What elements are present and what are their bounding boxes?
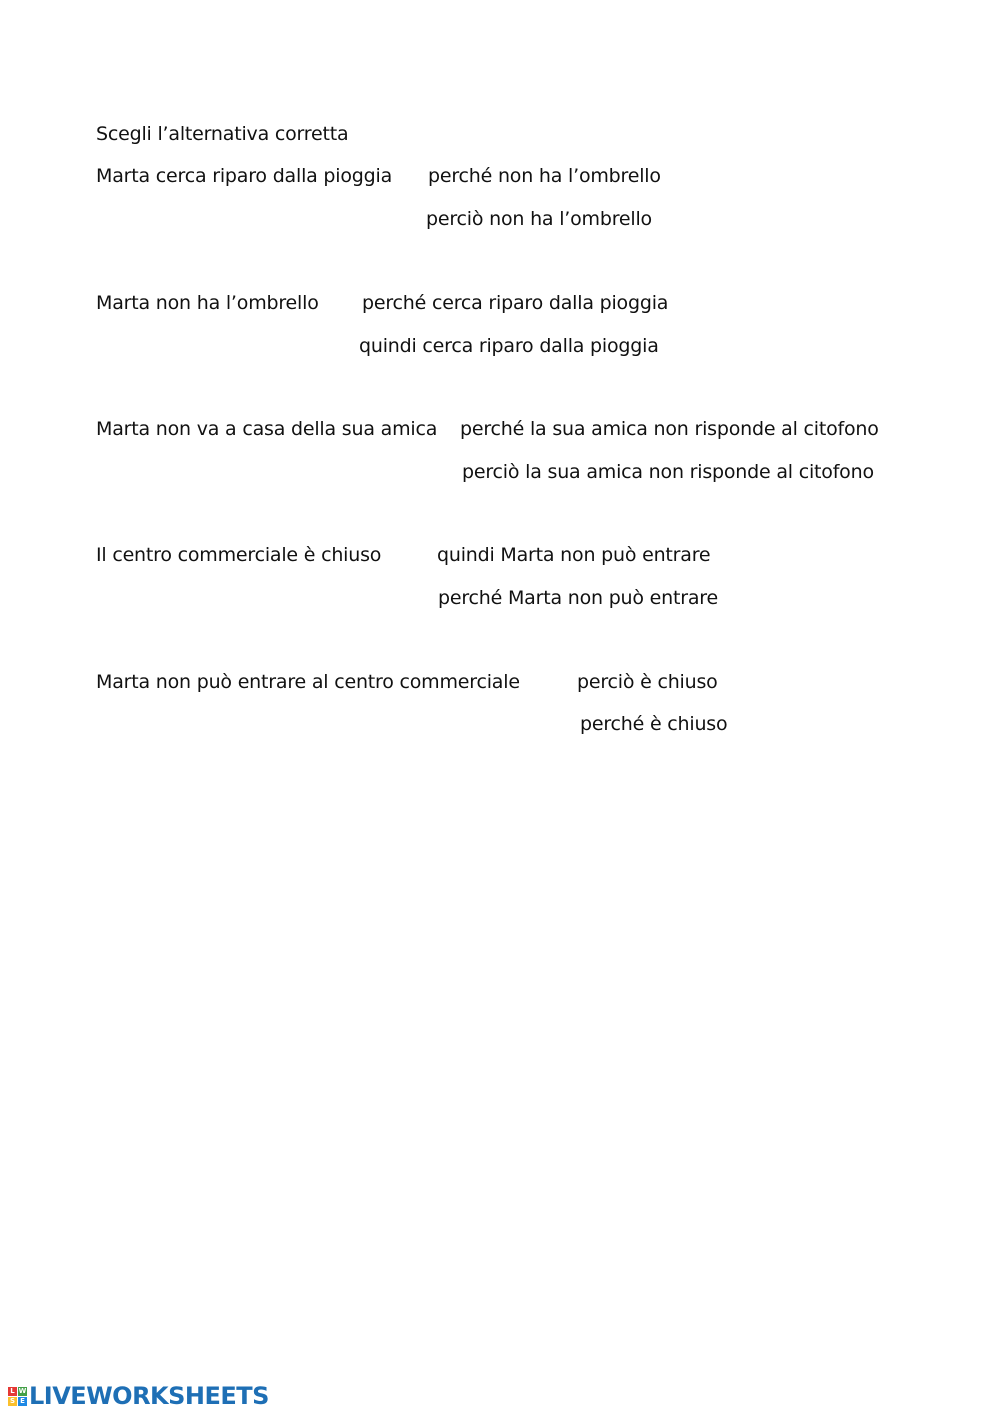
liveworksheets-footer [8, 1381, 269, 1411]
option-3a[interactable]: perché la sua amica non risponde al citofono [460, 418, 879, 440]
option-1b[interactable]: perciò non ha l’ombrello [426, 208, 652, 230]
sentence-4: Il centro commerciale è chiuso [96, 544, 382, 566]
option-3b[interactable]: perciò la sua amica non risponde al citofono [462, 461, 874, 483]
logo-tile: S [9, 1396, 16, 1405]
option-2b[interactable]: quindi cerca riparo dalla pioggia [359, 335, 659, 357]
logo-tile: L [8, 1387, 17, 1396]
option-1a[interactable]: perché non ha l’ombrello [428, 165, 661, 187]
logo-tile: E [18, 1397, 27, 1406]
sentence-2: Marta non ha l’ombrello [96, 292, 319, 314]
logo-tile: W [18, 1386, 27, 1395]
option-5a[interactable]: perciò è chiuso [577, 671, 718, 693]
sentence-5: Marta non può entrare al centro commerciale [96, 671, 520, 693]
brand-name: LIVEWORKSHEETS [29, 1382, 269, 1410]
sentence-1: Marta cerca riparo dalla pioggia [96, 165, 393, 187]
option-4b[interactable]: perché Marta non può entrare [438, 587, 718, 609]
option-4a[interactable]: quindi Marta non può entrare [437, 544, 711, 566]
liveworksheets-logo-icon [8, 1387, 27, 1406]
option-5b[interactable]: perché è chiuso [580, 713, 728, 735]
sentence-3: Marta non va a casa della sua amica [96, 418, 438, 440]
option-2a[interactable]: perché cerca riparo dalla pioggia [362, 292, 669, 314]
instruction-text: Scegli l’alternativa corretta [96, 123, 349, 145]
